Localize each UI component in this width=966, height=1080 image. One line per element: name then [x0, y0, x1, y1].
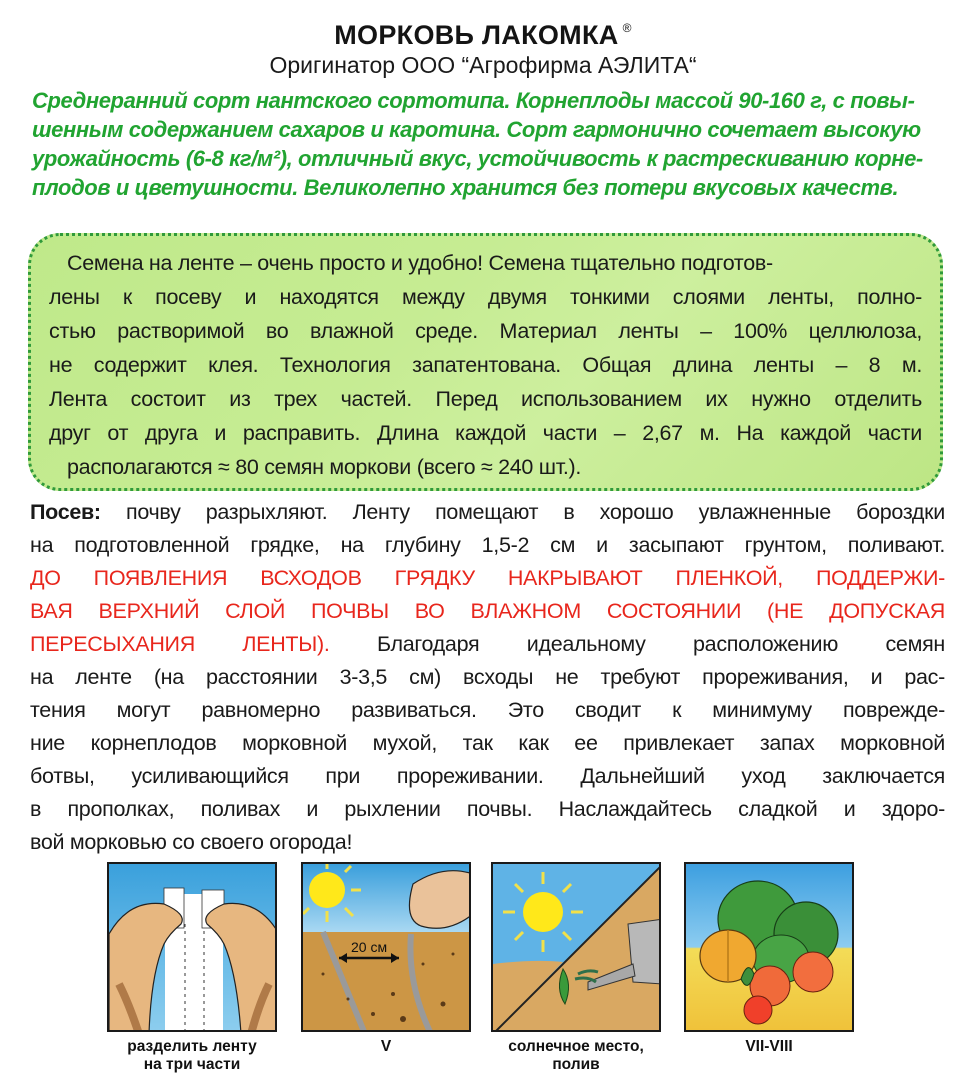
- sowing-line: ние корнеплодов морковной мухой, так как ее привлекает запах морковной: [30, 731, 945, 755]
- sowing-line: в прополках, поливах и рыхлении почвы. Наслаждайтесь сладкой и здоро-: [30, 797, 945, 821]
- originator-line: Оригинатор ООО “Агрофирма АЭЛИТА“: [269, 52, 697, 78]
- tape-info-line: Семена на ленте – очень просто и удобно! Семена тщательно подготов-: [67, 251, 773, 275]
- measure-label: 20 см: [351, 939, 388, 955]
- tape-info-line: Лента состоит из трех частей. Перед использованием их нужно отделить: [49, 387, 922, 411]
- panel-sun-watering: [491, 862, 661, 1032]
- warning-line: ВАЯ ВЕРХНИЙ СЛОЙ ПОЧВЫ ВО ВЛАЖНОМ СОСТОЯНИИ (НЕ ДОПУСКАЯ: [30, 599, 945, 623]
- sun-icon: [303, 864, 361, 922]
- panel-caption: [286, 1038, 486, 1056]
- panel-furrows: [301, 862, 471, 1032]
- panel-separate-tape: [107, 862, 277, 1032]
- description-line: урожайность (6-8 кг/м²), отличный вкус, устойчивость к растрескиванию корне-: [32, 146, 923, 171]
- description-line: Среднеранний сорт нантского сортотипа. Корнеплоды массой 90-160 г, с повы-: [32, 88, 915, 113]
- sowing-line: тения могут равномерно развиваться. Это сводит к минимуму поврежде-: [30, 698, 945, 722]
- sun-icon: [503, 872, 583, 952]
- product-title-text: МОРКОВЬ ЛАКОМКА: [334, 20, 619, 50]
- tape-info-line: лены к посеву и находятся между двумя тонкими слоями ленты, полно-: [49, 285, 922, 309]
- description-line: шенным содержанием сахаров и каротина. Сорт гармонично сочетает высокую: [32, 117, 921, 142]
- sowing-line: [30, 628, 945, 661]
- sowing-line: [30, 496, 945, 529]
- harvest-illustration: [686, 864, 854, 1032]
- caption-line: VII-VIII: [745, 1038, 793, 1055]
- tape-info-line: друг от друга и расправить. Длина каждой части – 2,67 м. На каждой части: [49, 421, 922, 445]
- sowing-text: Благодаря идеальному расположению семян: [329, 632, 945, 656]
- sowing-line: вой морковью со своего огорода!: [30, 830, 353, 854]
- sowing-instructions: [30, 496, 945, 859]
- tape-info-line: располагаются ≈ 80 семян моркови (всего ≈ 240 шт.).: [67, 455, 582, 479]
- caption-line: на три части: [143, 1056, 241, 1073]
- caption-line: солнечное место,: [508, 1038, 644, 1055]
- tape-info-line: не содержит клея. Технология запатентована. Общая длина ленты – 8 м.: [49, 353, 922, 377]
- panel-harvest: [684, 862, 854, 1032]
- instruction-panels: [0, 862, 966, 1080]
- caption-line: разделить ленту: [127, 1038, 257, 1055]
- registered-trademark-icon: ®: [622, 21, 632, 35]
- variety-description: [32, 86, 952, 202]
- tape-info-line: стью растворимой во влажной среде. Материал ленты – 100% целлюлоза,: [49, 319, 922, 343]
- caption-line: V: [380, 1038, 392, 1055]
- caption-line: полив: [552, 1056, 600, 1073]
- sowing-label: Посев:: [30, 500, 101, 524]
- warning-line: ПЕРЕСЫХАНИЯ ЛЕНТЫ).: [30, 632, 330, 656]
- panel-caption: [476, 1038, 676, 1074]
- panel-caption: [92, 1038, 292, 1074]
- sowing-line: на ленте (на расстоянии 3-3,5 см) всходы не требуют прореживания, и рас-: [30, 665, 945, 689]
- furrows-illustration: [303, 864, 471, 1032]
- warning-line: ДО ПОЯВЛЕНИЯ ВСХОДОВ ГРЯДКУ НАКРЫВАЮТ ПЛЕНКОЙ, ПОДДЕРЖИ-: [30, 566, 945, 590]
- panel-caption: [669, 1038, 869, 1056]
- sun-watering-illustration: [493, 864, 661, 1032]
- hands-tape-illustration: [109, 864, 277, 1032]
- product-title: [0, 20, 966, 51]
- seed-tape-info-box: [28, 233, 943, 491]
- description-line: плодов и цветушности. Великолепно хранится без потери вкусовых качеств.: [32, 175, 899, 200]
- sowing-line: ботвы, усиливающийся при прореживании. Дальнейший уход заключается: [30, 764, 945, 788]
- sowing-line: на подготовленной грядке, на глубину 1,5-2 см и засыпают грунтом, поливают.: [30, 533, 945, 557]
- sowing-text: почву разрыхляют. Ленту помещают в хорошо увлажненные бороздки: [100, 500, 945, 524]
